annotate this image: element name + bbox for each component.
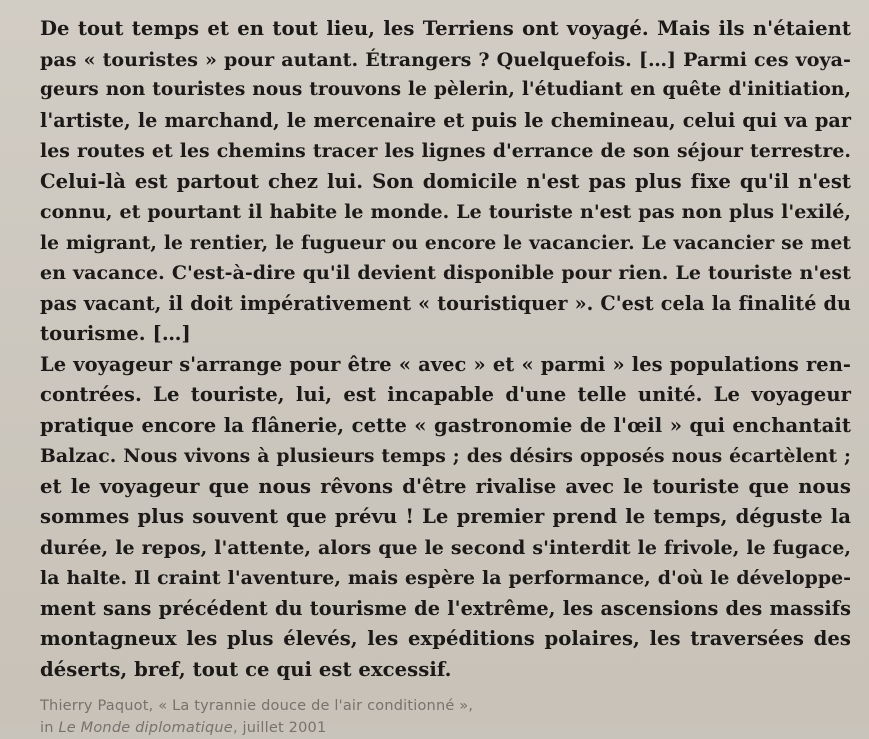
text-line-6: Celui-là est partout chez lui. Son domicile n'est pas plus fixe qu'il n'est (40, 169, 851, 193)
citation-prefix: in (40, 720, 59, 736)
text-line-20: ment sans précédent du tourisme de l'extrême, les ascensions des massifs (40, 596, 851, 620)
text-line-18: durée, le repos, l'attente, alors que le second s'interdit le frivole, le fugace, (40, 536, 851, 559)
text-line-2: pas « touristes » pour autant. Étrangers ? Quelquefois. […] Parmi ces voya- (40, 48, 851, 71)
citation-date: , juillet 2001 (232, 720, 327, 736)
text-line-3: geurs non touristes nous trouvons le pèlerin, l'étudiant en quête d'initiation, (40, 79, 851, 100)
text-line-16: et le voyageur que nous rêvons d'être rivalise avec le touriste que nous (40, 474, 851, 498)
text-line-15: Balzac. Nous vivons à plusieurs temps ; des désirs opposés nous écartèlent ; (40, 445, 851, 467)
text-line-4: l'artiste, le marchand, le mercenaire et puis le chemineau, celui qui va par (40, 108, 851, 132)
citation-author-title: Thierry Paquot, « La tyrannie douce de l'air conditionné », (40, 698, 474, 714)
text-line-11: tourisme. […] (40, 322, 191, 345)
text-line-1: De tout temps et en tout lieu, les Terriens ont voyagé. Mais ils n'étaient (40, 17, 851, 40)
text-line-14: pratique encore la flânerie, cette « gastronomie de l'œil » qui enchantait (40, 413, 851, 437)
text-line-19: la halte. Il craint l'aventure, mais espère la performance, d'où le développe- (40, 567, 851, 589)
citation-journal: Le Monde diplomatique (58, 720, 233, 736)
text-line-8: le migrant, le rentier, le fugueur ou encore le vacancier. Le vacancier se met (40, 231, 851, 254)
source-citation (40, 695, 851, 739)
text-line-12: Le voyageur s'arrange pour être « avec » et « parmi » les populations ren- (40, 352, 851, 376)
text-line-17: sommes plus souvent que prévu ! Le premier prend le temps, déguste la (40, 505, 851, 528)
text-line-10: pas vacant, il doit impérativement « touristiquer ». C'est cela la finalité du (40, 291, 851, 315)
citation-publication (40, 717, 851, 739)
text-line-13: contrées. Le touriste, lui, est incapable d'une telle unité. Le voyageur (40, 383, 851, 406)
text-line-5: les routes et les chemins tracer les lignes d'errance de son séjour terrestre. (40, 140, 851, 162)
text-line-9: en vacance. C'est-à-dire qu'il devient disponible pour rien. Le touriste n'est (40, 262, 851, 284)
body-text (40, 14, 851, 685)
text-line-22: déserts, bref, tout ce qui est excessif. (40, 657, 452, 681)
text-line-21: montagneux les plus élevés, les expéditions polaires, les traversées des (40, 627, 851, 650)
text-line-7: connu, et pourtant il habite le monde. Le touriste n'est pas non plus l'exilé, (40, 201, 851, 223)
